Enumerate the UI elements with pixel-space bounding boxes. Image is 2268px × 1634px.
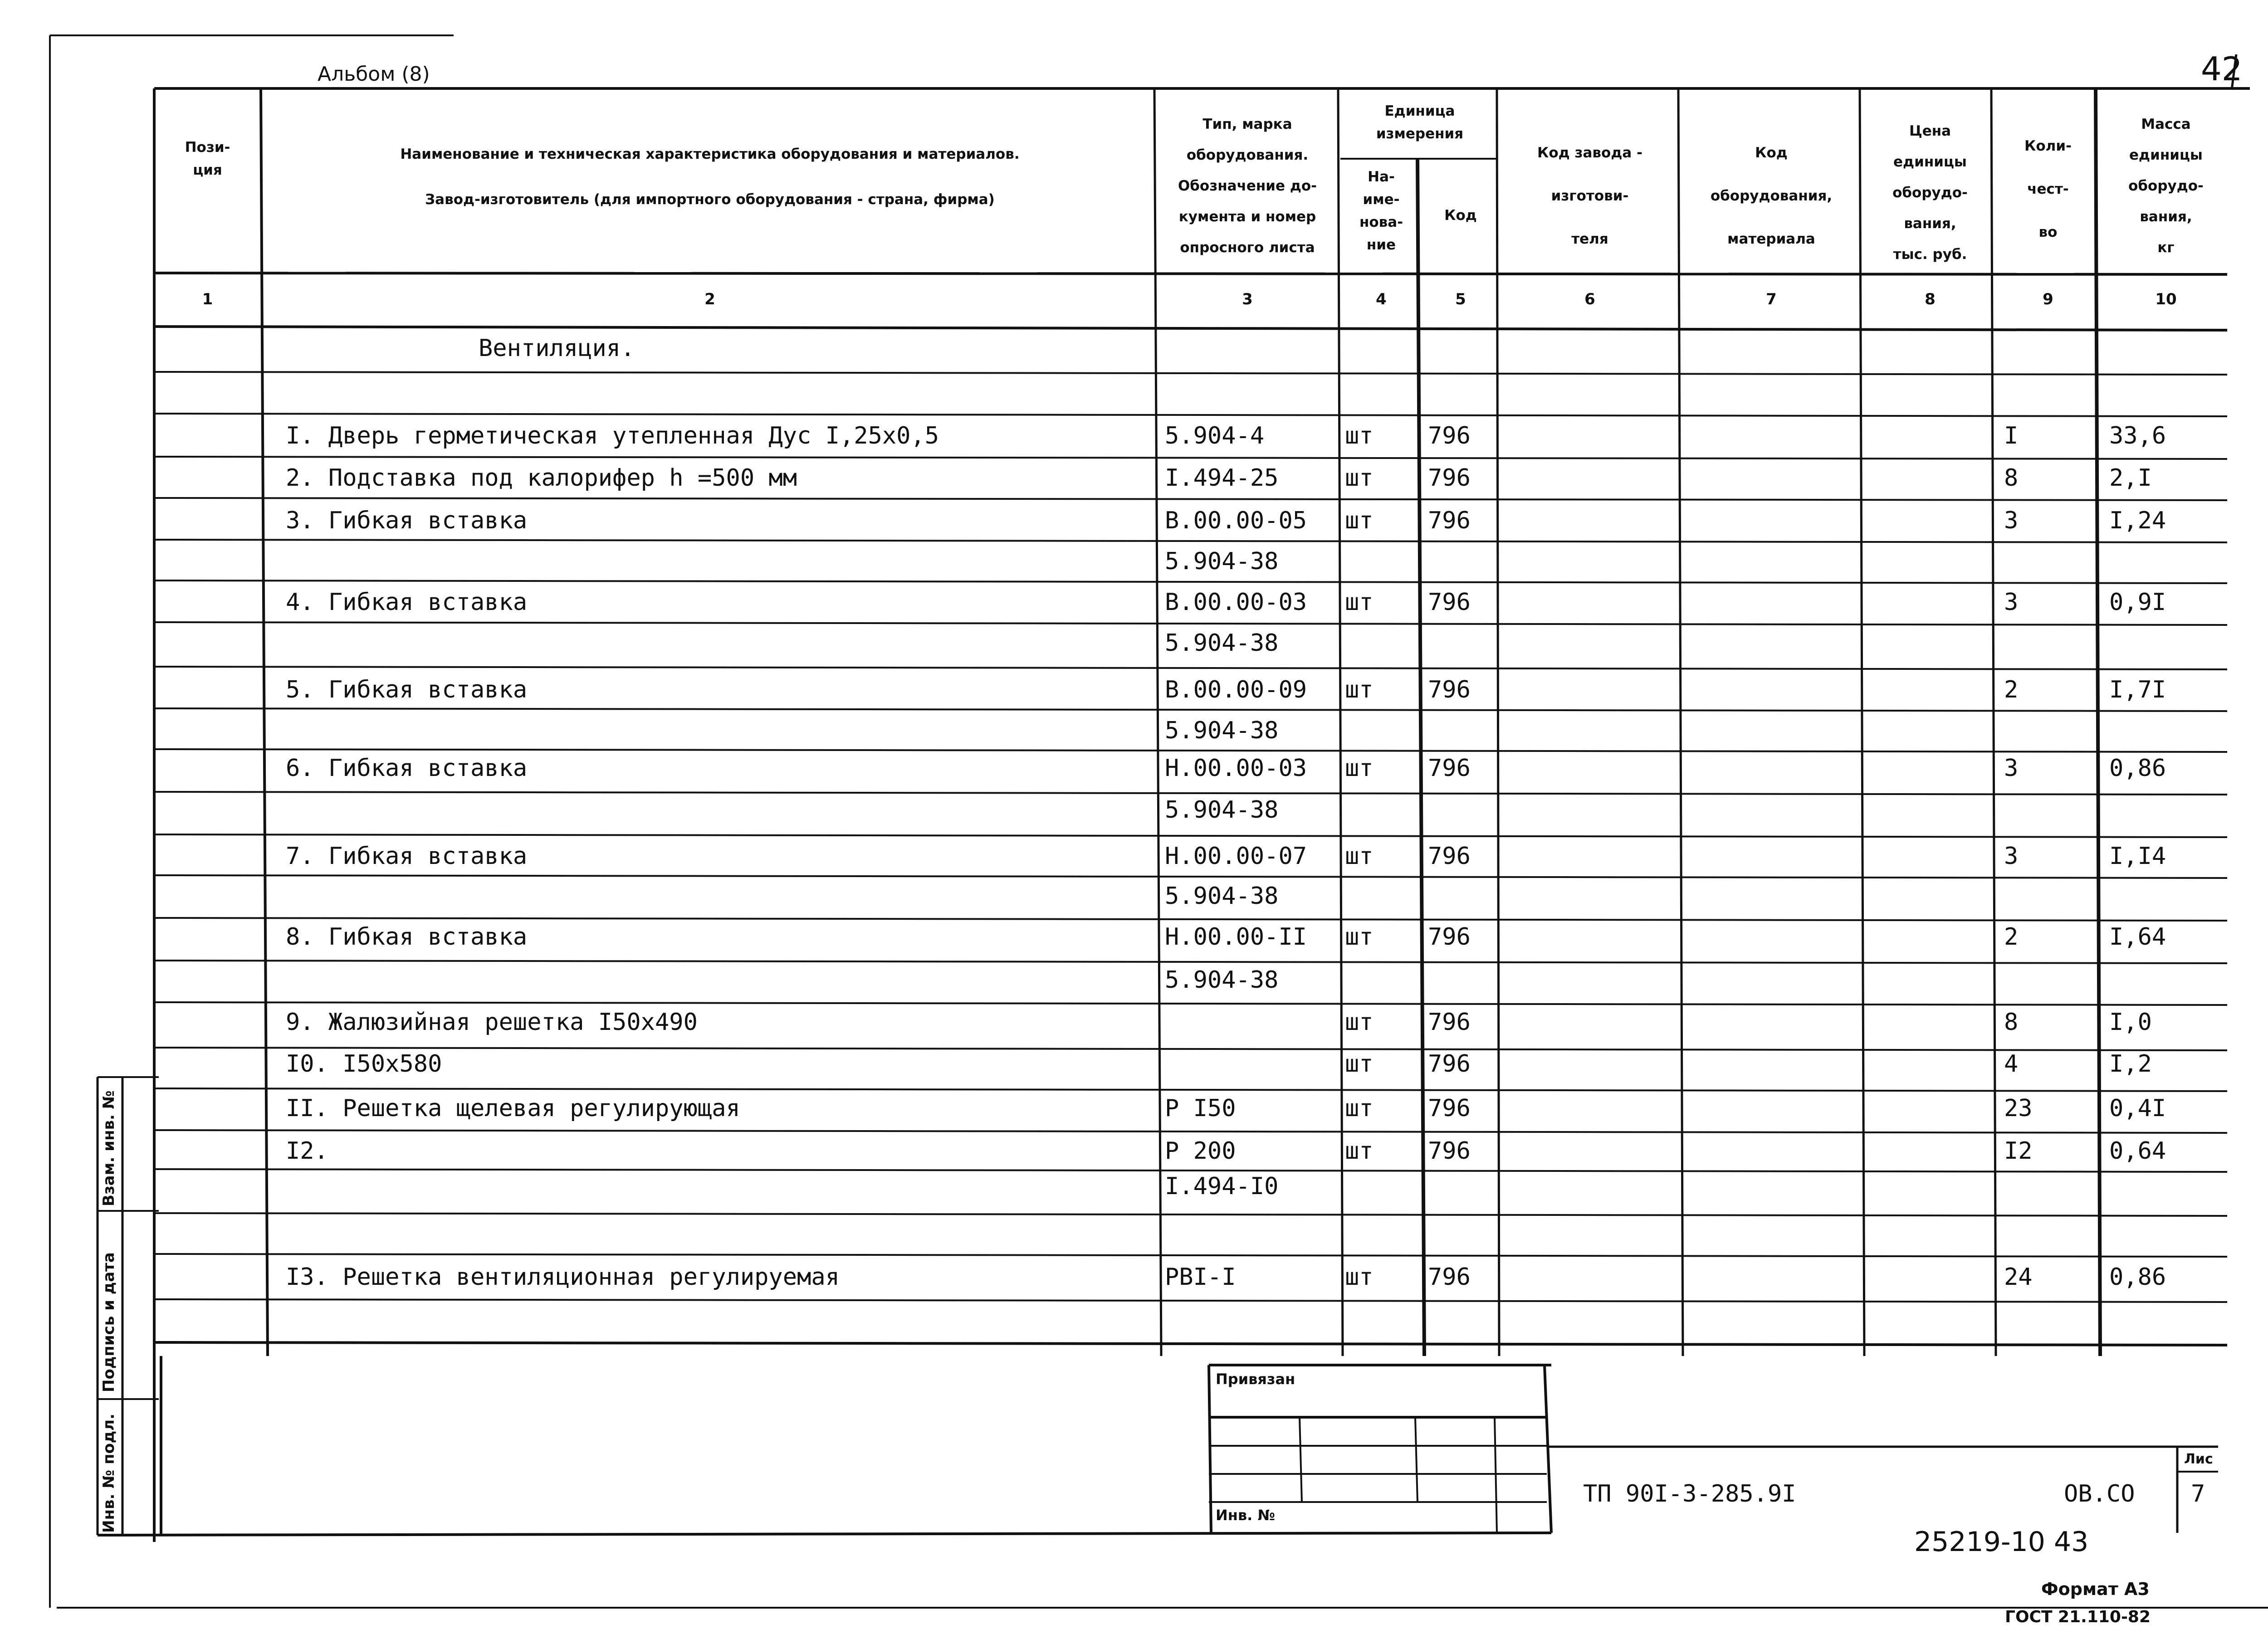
stamp-inv-label: Инв. № (1216, 1507, 1275, 1524)
item-unit-code: 796 (1428, 843, 1471, 870)
item-quantity: 8 (2004, 1009, 2019, 1036)
item-quantity: 8 (2004, 464, 2019, 492)
item-mark: Р I50 (1165, 1095, 1236, 1122)
column-number: 8 (1925, 290, 1936, 308)
header-price: Цена единицы оборудо- вания, тыс. руб. (1892, 123, 1968, 263)
item-unit-code: 796 (1428, 422, 1471, 449)
item-name: I3. Решетка вентиляционная регулируемая (286, 1263, 840, 1291)
column-number: 2 (704, 290, 715, 308)
item-unit: шт (1345, 1009, 1374, 1036)
item-quantity: 2 (2004, 676, 2019, 703)
item-mass: I,24 (2109, 507, 2166, 534)
header-quantity: Коли- чест- во (2024, 138, 2072, 240)
item-unit: шт (1345, 1050, 1374, 1078)
item-unit-code: 796 (1428, 464, 1471, 492)
item-mark: Н.00.00-03 (1165, 755, 1307, 782)
item-quantity: 4 (2004, 1050, 2019, 1078)
item-unit-code: 796 (1428, 1050, 1471, 1078)
item-unit-code: 796 (1428, 676, 1471, 703)
header-mass: Масса единицы оборудо- вания, кг (2128, 116, 2204, 256)
side-label-original-inv: Инв. № подл. (100, 1413, 118, 1533)
column-number: 3 (1242, 290, 1253, 308)
item-unit: шт (1345, 755, 1374, 782)
item-quantity: 23 (2004, 1095, 2033, 1122)
item-mark: В.00.00-03 (1165, 589, 1307, 616)
item-quantity: 2 (2004, 923, 2019, 951)
item-mark: В.00.00-05 (1165, 507, 1307, 534)
item-unit-code: 796 (1428, 755, 1471, 782)
item-quantity: 24 (2004, 1263, 2033, 1291)
stamp-linked-label: Привязан (1216, 1371, 1295, 1388)
page-corner-number: 42 (2201, 50, 2243, 88)
item-mark: В.00.00-09 (1165, 676, 1307, 703)
stamp-doc-code: ТП 90I-3-285.9I (1583, 1480, 1796, 1507)
archive-number: 25219-10 43 (1914, 1526, 2089, 1558)
column-number: 6 (1584, 290, 1595, 308)
item-name: 2. Подставка под калорифер h =500 мм (286, 464, 797, 492)
side-label-replaced-inv: Взам. инв. № (100, 1090, 118, 1206)
item-mass: 2,I (2109, 464, 2152, 492)
item-name: 9. Жалюзийная решетка I50x490 (286, 1009, 698, 1036)
item-mark: 5.904-38 (1165, 883, 1279, 910)
item-quantity: I2 (2004, 1137, 2033, 1165)
item-unit-code: 796 (1428, 923, 1471, 951)
header-unit-name: На- име- нова- ние (1359, 169, 1403, 253)
item-mark: 5.904-38 (1165, 796, 1279, 824)
album-label: Альбом (8) (318, 63, 430, 86)
item-name: 6. Гибкая вставка (286, 755, 528, 782)
item-unit: шт (1345, 923, 1374, 951)
item-quantity: 3 (2004, 589, 2019, 616)
side-label-signature-date: Подпись и дата (100, 1252, 118, 1392)
column-number: 9 (2043, 290, 2053, 308)
item-mark: 5.904-38 (1165, 629, 1279, 657)
item-mark: РВI-I (1165, 1263, 1236, 1291)
column-number: 7 (1766, 290, 1777, 308)
item-unit-code: 796 (1428, 1137, 1471, 1165)
item-mass: 33,6 (2109, 422, 2166, 449)
item-unit: шт (1345, 1137, 1374, 1165)
item-name: 3. Гибкая вставка (286, 507, 528, 534)
item-mark: I.494-25 (1165, 464, 1279, 492)
item-quantity: 3 (2004, 507, 2019, 534)
item-mass: 0,86 (2109, 1263, 2166, 1291)
item-name: I. Дверь герметическая утепленная Дус I,25x0,5 (286, 422, 939, 449)
item-unit: шт (1345, 589, 1374, 616)
header-name: Наименование и техническая характеристика оборудования и материалов. Завод-изготовитель (для импортного оборудования - страна, фирма) (400, 146, 1020, 208)
item-unit: шт (1345, 843, 1374, 870)
column-number: 10 (2155, 290, 2177, 308)
column-number: 5 (1455, 290, 1466, 308)
item-name: 8. Гибкая вставка (286, 923, 528, 951)
item-unit-code: 796 (1428, 1263, 1471, 1291)
item-mass: I,7I (2109, 676, 2166, 703)
item-mark: 5.904-38 (1165, 548, 1279, 575)
item-name: I2. (286, 1137, 328, 1165)
stamp-mark: ОВ.СО (2064, 1480, 2135, 1507)
item-mark: 5.904-38 (1165, 966, 1279, 994)
item-unit-code: 796 (1428, 589, 1471, 616)
format-label: Формат А3 (2041, 1579, 2150, 1599)
item-mass: 0,9I (2109, 589, 2166, 616)
item-mass: 0,4I (2109, 1095, 2166, 1122)
item-unit: шт (1345, 464, 1374, 492)
header-position: Пози- ция (185, 139, 230, 178)
header-type-mark: Тип, марка оборудования. Обозначение до- кумента и номер опросного листа (1178, 116, 1317, 256)
item-unit: шт (1345, 422, 1374, 449)
item-mark: Р 200 (1165, 1137, 1236, 1165)
stamp-sheet-label: Лис (2184, 1451, 2213, 1467)
item-mark: Н.00.00-07 (1165, 843, 1307, 870)
item-mass: I,I4 (2109, 843, 2166, 870)
item-mass: I,64 (2109, 923, 2166, 951)
item-name: 5. Гибкая вставка (286, 676, 528, 703)
stamp-sheet-number: 7 (2191, 1480, 2205, 1507)
item-mass: I,2 (2109, 1050, 2152, 1078)
item-quantity: I (2004, 422, 2019, 449)
item-mark: 5.904-4 (1165, 422, 1265, 449)
item-unit: шт (1345, 676, 1374, 703)
item-mass: 0,86 (2109, 755, 2166, 782)
column-number: 4 (1376, 290, 1387, 308)
gost-label: ГОСТ 21.110-82 (2005, 1608, 2151, 1626)
item-unit-code: 796 (1428, 1009, 1471, 1036)
header-unit-group: Единица измерения (1376, 103, 1464, 142)
header-manufacturer-code: Код завода - изготови- теля (1537, 145, 1642, 247)
item-mass: 0,64 (2109, 1137, 2166, 1165)
item-mark: 5.904-38 (1165, 717, 1279, 744)
item-quantity: 3 (2004, 755, 2019, 782)
item-name: 7. Гибкая вставка (286, 843, 528, 870)
item-mark: Н.00.00-II (1165, 923, 1307, 951)
item-unit: шт (1345, 1263, 1374, 1291)
item-name: II. Решетка щелевая регулирующая (286, 1095, 740, 1122)
item-unit: шт (1345, 507, 1374, 534)
item-name: I0. I50x580 (286, 1050, 442, 1078)
section-title: Вентиляция. (479, 335, 635, 362)
item-mass: I,0 (2109, 1009, 2152, 1036)
item-unit-code: 796 (1428, 1095, 1471, 1122)
item-name: 4. Гибкая вставка (286, 589, 528, 616)
item-unit: шт (1345, 1095, 1374, 1122)
header-equipment-code: Код оборудования, материала (1710, 145, 1833, 247)
item-quantity: 3 (2004, 843, 2019, 870)
column-number: 1 (202, 290, 213, 308)
item-mark: I.494-I0 (1165, 1173, 1279, 1200)
header-unit-code: Код (1444, 207, 1477, 224)
item-unit-code: 796 (1428, 507, 1471, 534)
